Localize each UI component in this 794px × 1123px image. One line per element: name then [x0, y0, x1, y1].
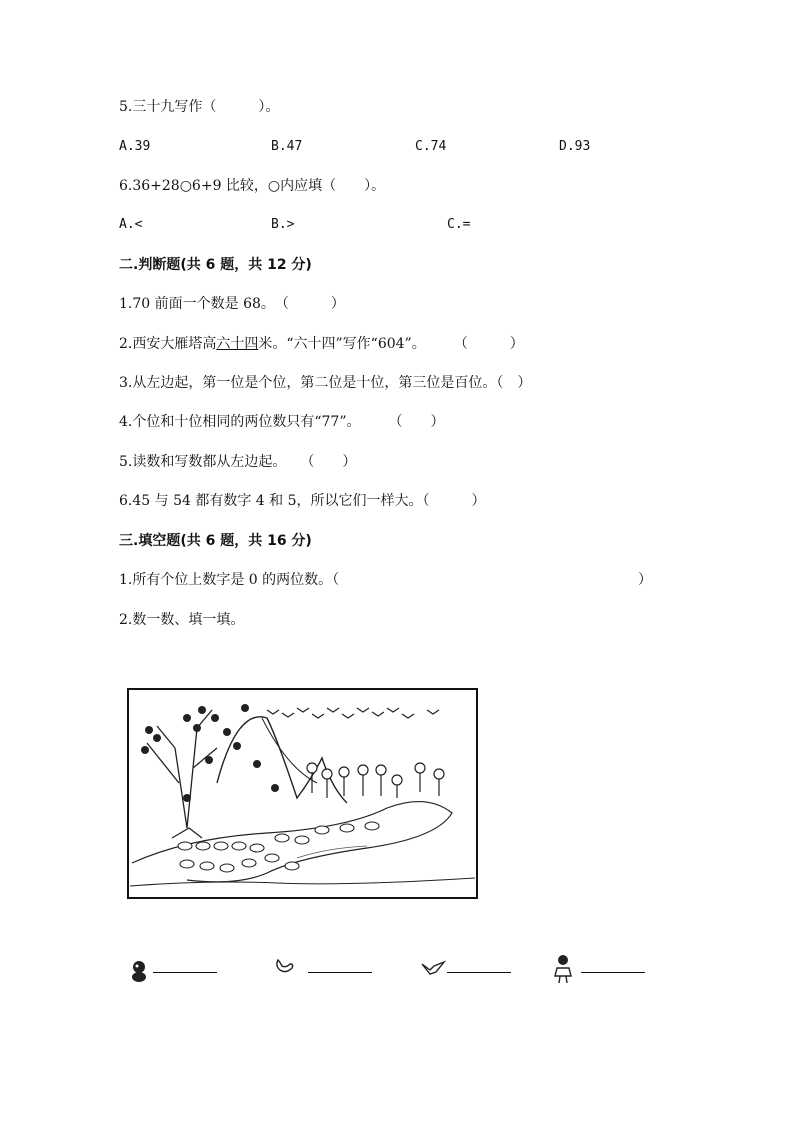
counting-scene-illustration [127, 688, 478, 899]
q5-option-d: D.93 [559, 139, 591, 154]
underlined-number-text: 六十四 [216, 336, 259, 352]
fill-item-2: 2.数一数、填一填。 [119, 612, 245, 628]
judge-item-1: 1.70 前面一个数是 68。 （ ） [119, 296, 345, 312]
judge-item-5: 5.读数和写数都从左边起。 （ ） [119, 454, 357, 470]
judge-item-2 [119, 335, 524, 353]
question-6-stem: 6.36+28○6+9 比较，○内应填（ ）。 [119, 178, 386, 194]
q6-option-b: B.> [271, 217, 295, 232]
q5-option-b: B.47 [271, 139, 303, 154]
monkey-icon [127, 958, 151, 984]
judge-item-3: 3.从左边起，第一位是个位，第二位是十位，第三位是百位。（ ） [119, 375, 532, 391]
q6-option-a: A.< [119, 217, 143, 232]
q5-option-c: C.74 [415, 139, 447, 154]
judge-item-6: 6.45 与 54 都有数字 4 和 5，所以它们一样大。（ ） [119, 493, 486, 509]
swan-icon [272, 956, 296, 978]
child-icon [553, 954, 573, 984]
bird-icon [420, 958, 446, 978]
judge-item-4: 4.个位和十位相同的两位数只有“77”。 （ ） [119, 414, 445, 430]
q6-option-c: C.= [447, 217, 471, 232]
fill-item-1-stem: 1.所有个位上数字是 0 的两位数。（ [119, 572, 340, 588]
question-5-stem: 5.三十九写作（ ）。 [119, 99, 280, 115]
child-answer-blank[interactable] [581, 972, 645, 973]
bird-answer-blank[interactable] [447, 972, 511, 973]
judge-item-2-start: 2.西安大雁塔高 [119, 336, 217, 352]
monkey-answer-blank[interactable] [153, 972, 217, 973]
count-answer-row [0, 952, 794, 992]
swan-answer-blank[interactable] [308, 972, 372, 973]
q5-option-a: A.39 [119, 139, 151, 154]
section-3-heading: 三.填空题(共 6 题，共 16 分) [119, 533, 312, 549]
judge-item-2-rest: 米。“六十四”写作“604”。 （ ） [258, 336, 524, 352]
section-2-heading: 二.判断题(共 6 题，共 12 分) [119, 257, 312, 273]
fill-item-1-close: ） [638, 572, 652, 588]
scene-frame [128, 689, 477, 898]
